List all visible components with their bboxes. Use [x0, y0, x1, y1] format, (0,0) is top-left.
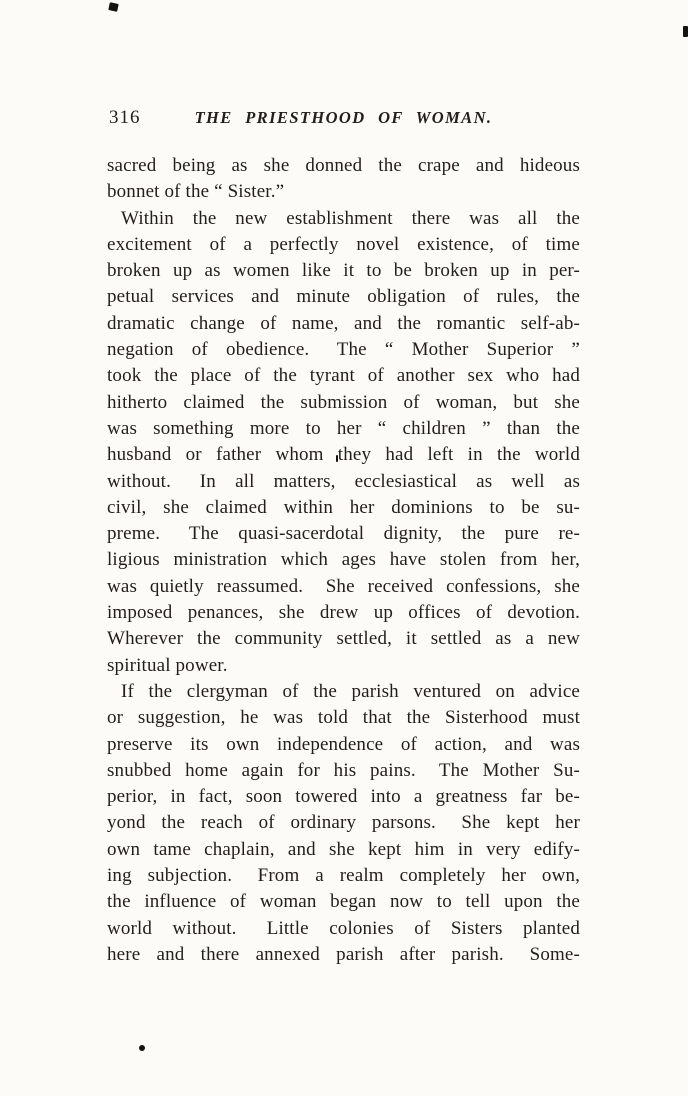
text-line: snubbed home again for his pains. The Mother Su-	[107, 759, 580, 781]
text-block	[107, 106, 580, 968]
text-line: world without. Little colonies of Sisters planted	[107, 917, 580, 939]
text-line: bonnet of the “ Sister.”	[107, 181, 285, 203]
text-line: own tame chaplain, and she kept him in very edify-	[107, 838, 580, 860]
text-line: was something more to her “ children ” than the	[107, 417, 580, 439]
text-line: the influence of woman began now to tell upon the	[107, 891, 580, 913]
text-line: ing subjection. From a realm completely her own,	[107, 865, 580, 887]
text-line: negation of obedience. The “ Mother Superior ”	[107, 339, 580, 361]
text-line: here and there annexed parish after parish. Some-	[107, 943, 580, 965]
scan-artifact	[139, 1045, 145, 1051]
scan-artifact	[683, 26, 688, 37]
text-line: Within the new establishment there was all the	[121, 207, 580, 229]
text-line: preserve its own independence of action, and was	[107, 733, 580, 755]
page-body	[107, 153, 580, 968]
text-line: If the clergyman of the parish ventured on advice	[121, 680, 580, 702]
paragraph	[107, 679, 580, 968]
text-line: without. In all matters, ecclesiastical as well as	[107, 470, 580, 492]
text-line: hitherto claimed the submission of woman, but she	[107, 391, 580, 413]
text-line: broken up as women like it to be broken up in per-	[107, 260, 580, 282]
text-line: dramatic change of name, and the romantic self-ab-	[107, 312, 580, 334]
text-line: took the place of the tyrant of another sex who had	[107, 365, 580, 387]
text-line: was quietly reassumed. She received confessions, she	[107, 575, 580, 597]
text-line: spiritual power.	[107, 654, 228, 676]
text-line: ligious ministration which ages have stolen from her,	[107, 549, 580, 571]
page-number: 316	[109, 107, 141, 128]
running-header-title: THE PRIESTHOOD OF WOMAN.	[194, 108, 493, 127]
text-line: imposed penances, she drew up offices of devotion.	[107, 602, 580, 624]
text-line: petual services and minute obligation of rules, the	[107, 286, 580, 308]
text-line: sacred being as she donned the crape and hideous	[107, 155, 580, 176]
text-line: yond the reach of ordinary parsons. She kept her	[107, 812, 580, 834]
text-line: perior, in fact, soon towered into a greatness far be-	[107, 786, 580, 808]
running-header	[107, 106, 580, 132]
text-line: civil, she claimed within her dominions to be su-	[107, 496, 580, 518]
paragraph	[107, 206, 580, 679]
scan-artifact	[108, 2, 118, 12]
text-line: preme. The quasi-sacerdotal dignity, the pure re-	[107, 523, 580, 545]
text-line: husband or father whom they had left in the world	[107, 444, 580, 466]
text-line: excitement of a perfectly novel existence, of time	[107, 233, 580, 255]
text-line: Wherever the community settled, it settled as a new	[107, 628, 580, 650]
text-line: or suggestion, he was told that the Sisterhood must	[107, 707, 580, 729]
paragraph	[107, 153, 580, 206]
